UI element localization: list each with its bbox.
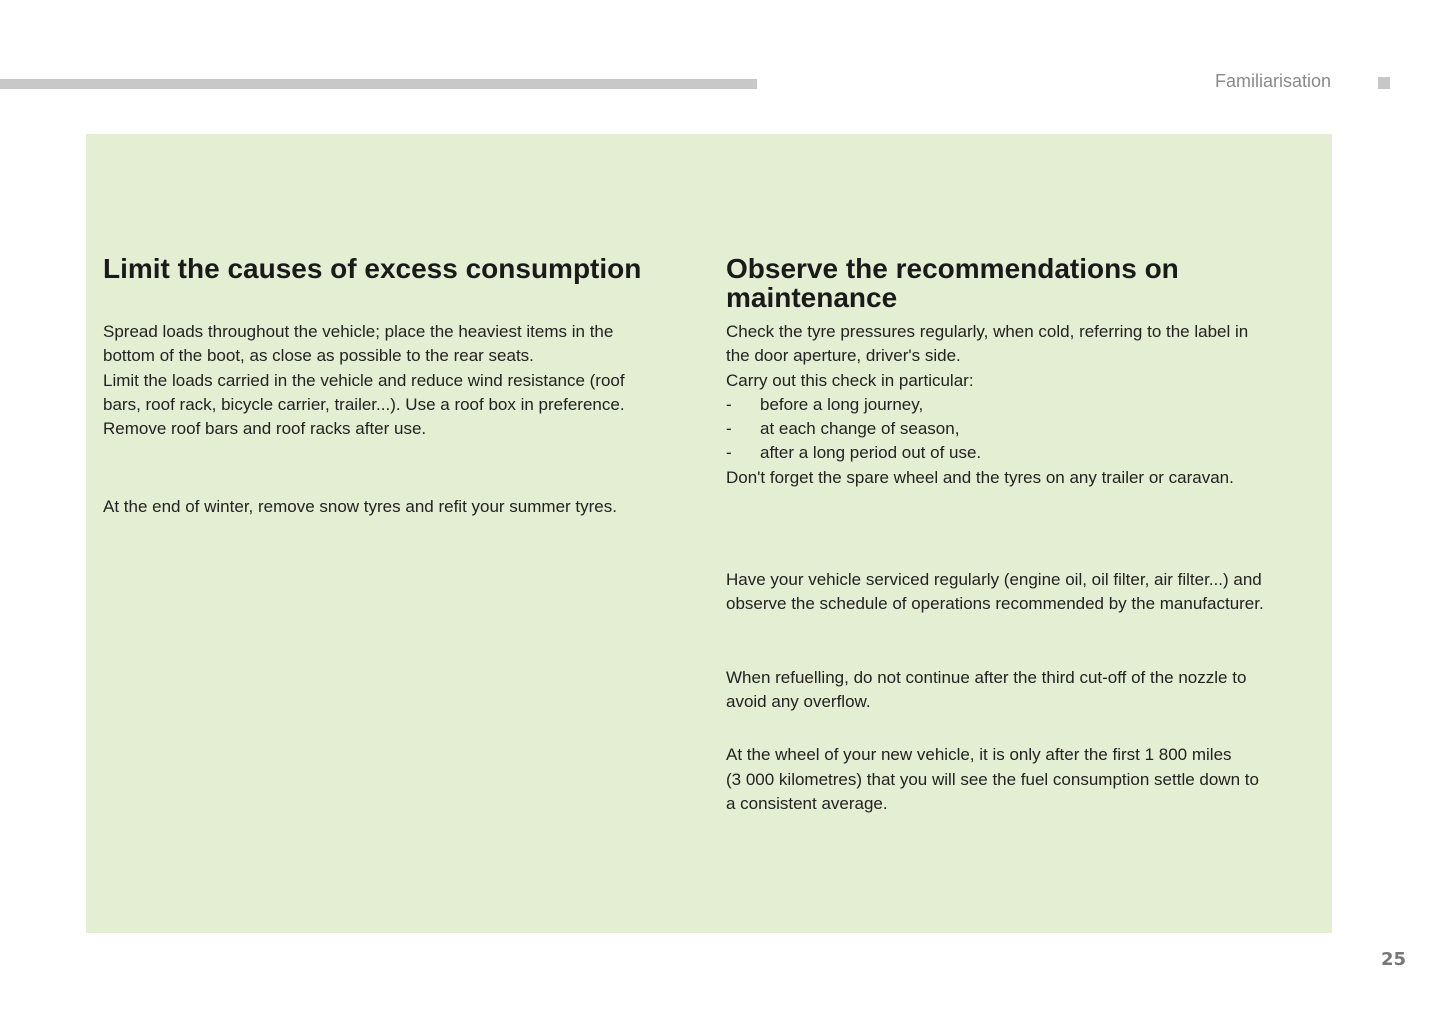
left-paragraph-tyres: At the end of winter, remove snow tyres and refit your summer tyres. xyxy=(103,497,617,517)
left-heading: Limit the causes of excess consumption xyxy=(103,253,642,284)
right-paragraph-pressures: Check the tyre pressures regularly, when cold, referring to the label in the door aperture, driver's side. Carry out this check in particular: - before a long journey, - at each change of season, - after a long period out of use. Don't forget the spare wheel and the tyres on any trailer or caravan. xyxy=(726,320,1326,490)
left-column xyxy=(103,254,703,520)
header-rule xyxy=(0,79,757,89)
right-paragraph-service: Have your vehicle serviced regularly (engine oil, oil filter, air filter...) and observe the schedule of operations recommended by the manufacturer. xyxy=(726,570,1264,614)
page-number: 25 xyxy=(1381,949,1407,970)
section-marker-icon xyxy=(1378,77,1390,89)
list-item: - after a long period out of use. xyxy=(726,443,982,463)
right-paragraph-running-in: At the wheel of your new vehicle, it is only after the first 1 800 miles (3 000 kilometres) that you will see the fuel consumption settle down to a consistent average. xyxy=(726,745,1259,813)
left-paragraph-loads: Spread loads throughout the vehicle; place the heaviest items in the bottom of the boot, as close as possible to the rear seats. Limit the loads carried in the vehicle and reduce wind resistance (roof bars, roof rack, bicycle carrier, trailer...). Use a roof box in preference. Remove roof bars and roof racks after use. xyxy=(103,322,625,439)
list-item: - at each change of season, xyxy=(726,419,960,439)
right-column xyxy=(726,254,1326,816)
list-item: - before a long journey, xyxy=(726,394,924,414)
right-paragraph-refuelling: When refuelling, do not continue after the third cut-off of the nozzle to avoid any overflow. xyxy=(726,667,1247,711)
section-title: Familiarisation xyxy=(1214,71,1331,91)
right-heading: Observe the recommendations on maintenance xyxy=(726,253,1179,313)
